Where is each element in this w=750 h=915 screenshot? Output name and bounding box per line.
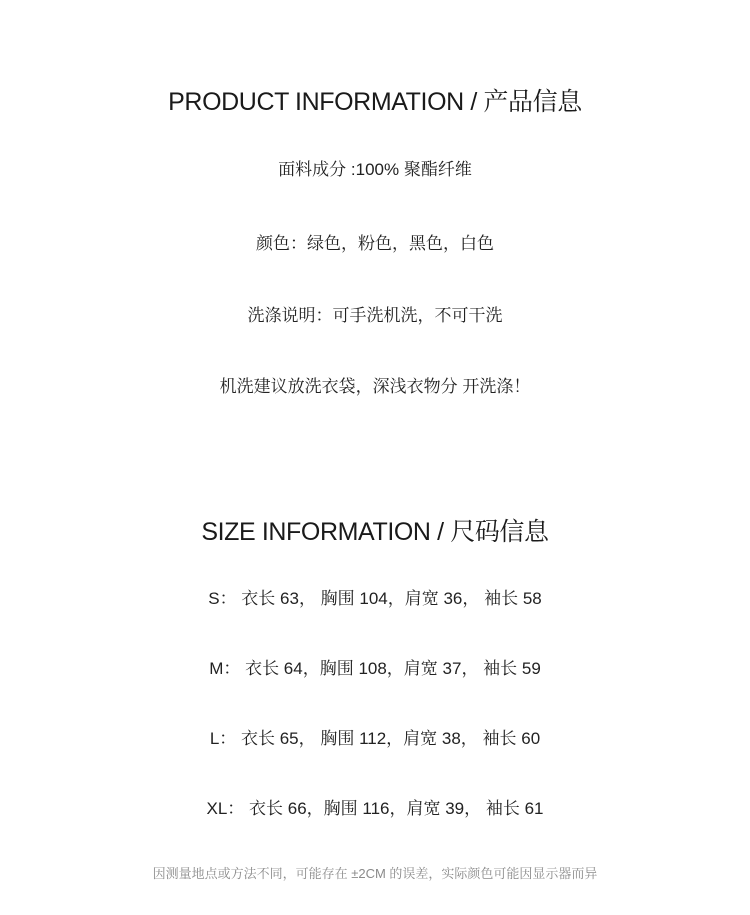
size-row-l: L： 衣长 65， 胸围 112，肩宽 38， 袖长 60: [209, 729, 541, 748]
washing-instructions-text: 洗涤说明：可手洗机洗，不可干洗: [247, 306, 503, 325]
measurement-disclaimer: 因测量地点或方法不同，可能存在 ±2CM 的误差，实际颜色可能因显示器而异: [152, 866, 598, 881]
size-row-m: M： 衣长 64，胸围 108，肩宽 37， 袖长 59: [209, 659, 541, 678]
product-information-title: PRODUCT INFORMATION / 产品信息: [168, 88, 582, 116]
size-row-s: S： 衣长 63， 胸围 104，肩宽 36， 袖长 58: [208, 589, 542, 608]
size-information-title: SIZE INFORMATION / 尺码信息: [201, 518, 549, 546]
washing-note-text: 机洗建议放洗衣袋，深浅衣物分 开洗涤！: [219, 377, 531, 396]
color-options-text: 颜色：绿色，粉色，黑色，白色: [256, 234, 494, 253]
fabric-composition-text: 面料成分 :100% 聚酯纤维: [278, 160, 472, 179]
size-row-xl: XL： 衣长 66，胸围 116，肩宽 39， 袖长 61: [206, 799, 544, 818]
